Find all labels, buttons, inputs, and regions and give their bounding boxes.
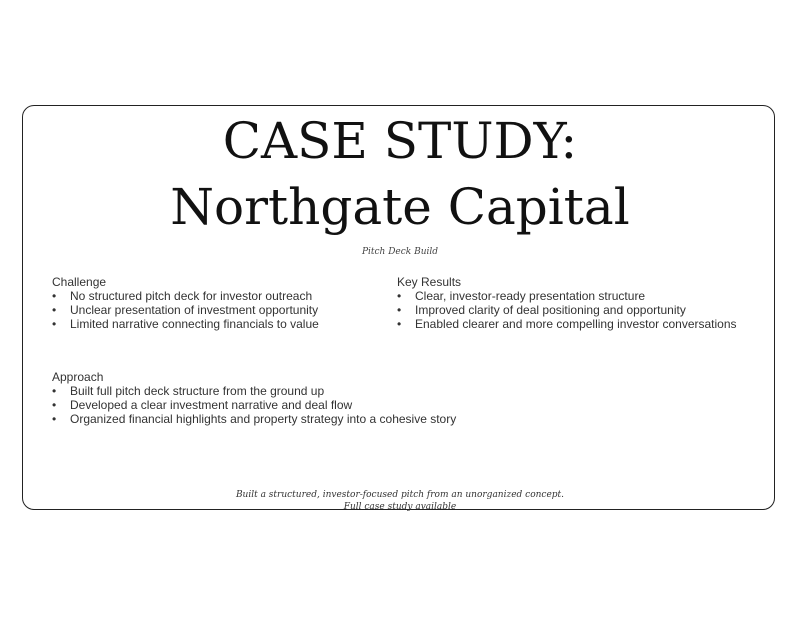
- list-item: • Clear, investor-ready presentation structure: [397, 289, 737, 303]
- challenge-heading: Challenge: [52, 275, 107, 289]
- list-item: • Developed a clear investment narrative and deal flow: [52, 398, 456, 412]
- list-item: • Improved clarity of deal positioning and opportunity: [397, 303, 737, 317]
- approach-heading: Approach: [52, 370, 104, 384]
- footer-note: Full case study available: [343, 502, 457, 512]
- list-item: • No structured pitch deck for investor outreach: [52, 289, 319, 303]
- footer-summary: Built a structured, investor-focused pitch from an unorganized concept.: [235, 490, 565, 500]
- challenge-section: [52, 275, 319, 331]
- title-line-1: CASE STUDY:: [222, 112, 578, 170]
- key-results-heading: Key Results: [397, 275, 462, 289]
- approach-section: [52, 370, 456, 426]
- title-line-2: Northgate Capital: [170, 178, 630, 236]
- list-item: • Limited narrative connecting financials to value: [52, 317, 319, 331]
- list-item: • Enabled clearer and more compelling investor conversations: [397, 317, 737, 331]
- list-item: • Built full pitch deck structure from the ground up: [52, 384, 456, 398]
- list-item: • Organized financial highlights and property strategy into a cohesive story: [52, 412, 456, 426]
- key-results-section: [397, 275, 737, 331]
- list-item: • Unclear presentation of investment opportunity: [52, 303, 319, 317]
- subtitle: Pitch Deck Build: [361, 247, 439, 257]
